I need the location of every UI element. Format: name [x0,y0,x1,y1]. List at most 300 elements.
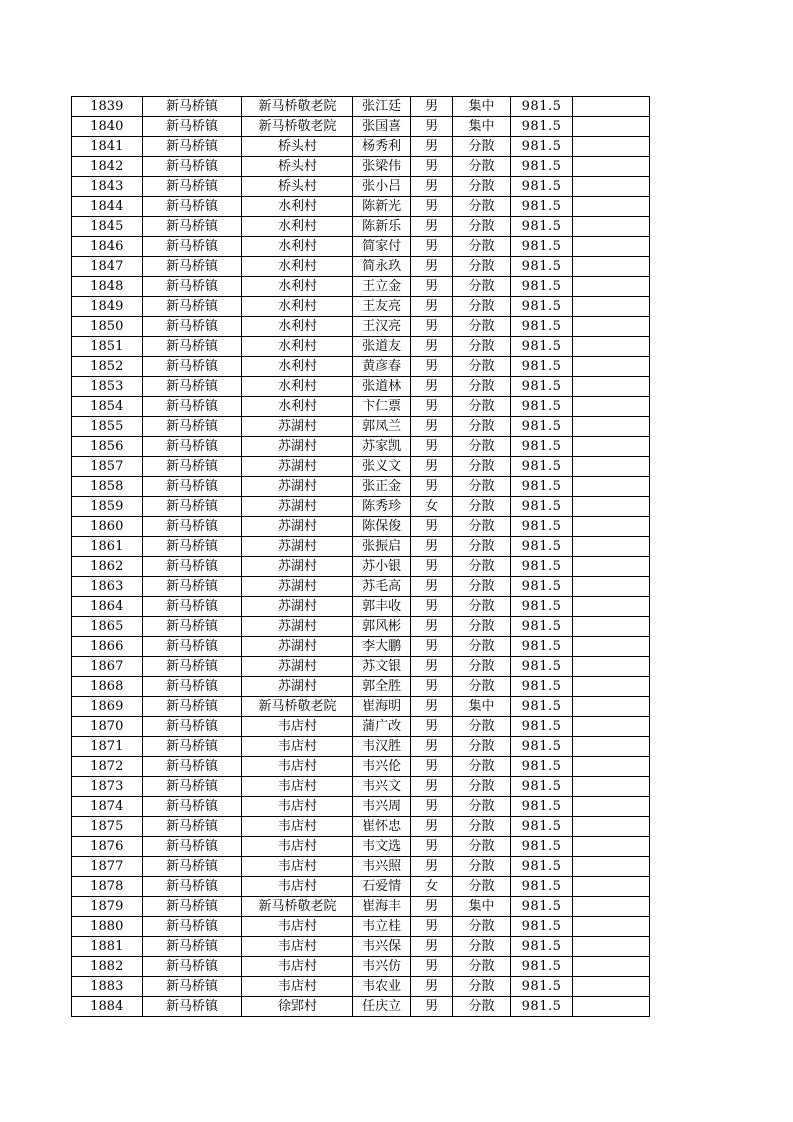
cell-amount: 981.5 [510,777,573,797]
cell-village: 苏湖村 [242,577,353,597]
cell-gender: 男 [410,817,452,837]
cell-id: 1851 [72,337,143,357]
cell-name: 王友亮 [353,297,410,317]
cell-village: 苏湖村 [242,517,353,537]
cell-amount: 981.5 [510,117,573,137]
cell-id: 1864 [72,597,143,617]
cell-note [573,757,650,777]
cell-amount: 981.5 [510,337,573,357]
cell-gender: 男 [410,517,452,537]
table-row [72,917,650,937]
cell-village: 韦店村 [242,817,353,837]
cell-amount: 981.5 [510,957,573,977]
cell-village: 韦店村 [242,917,353,937]
cell-note [573,177,650,197]
cell-amount: 981.5 [510,657,573,677]
cell-name: 张江廷 [353,97,410,117]
cell-gender: 男 [410,577,452,597]
cell-support-type: 分散 [453,237,510,257]
cell-note [573,297,650,317]
cell-support-type: 集中 [453,117,510,137]
cell-support-type: 分散 [453,137,510,157]
cell-note [573,137,650,157]
table-row [72,857,650,877]
cell-gender: 男 [410,757,452,777]
cell-gender: 男 [410,697,452,717]
cell-gender: 男 [410,97,452,117]
cell-gender: 男 [410,977,452,997]
cell-id: 1865 [72,617,143,637]
cell-id: 1852 [72,357,143,377]
cell-village: 新马桥敬老院 [242,897,353,917]
cell-name: 韦兴保 [353,937,410,957]
cell-id: 1846 [72,237,143,257]
cell-amount: 981.5 [510,637,573,657]
table-row [72,117,650,137]
cell-support-type: 分散 [453,517,510,537]
cell-amount: 981.5 [510,197,573,217]
cell-support-type: 分散 [453,577,510,597]
cell-town: 新马桥镇 [142,917,242,937]
cell-id: 1855 [72,417,143,437]
table-row [72,897,650,917]
cell-town: 新马桥镇 [142,297,242,317]
cell-name: 简家付 [353,237,410,257]
cell-note [573,337,650,357]
cell-gender: 男 [410,457,452,477]
cell-amount: 981.5 [510,617,573,637]
cell-note [573,817,650,837]
cell-support-type: 分散 [453,217,510,237]
cell-support-type: 分散 [453,977,510,997]
cell-amount: 981.5 [510,857,573,877]
cell-support-type: 分散 [453,737,510,757]
table-row [72,657,650,677]
cell-support-type: 分散 [453,497,510,517]
cell-name: 张梁伟 [353,157,410,177]
cell-village: 韦店村 [242,837,353,857]
cell-village: 苏湖村 [242,677,353,697]
table-row [72,977,650,997]
cell-town: 新马桥镇 [142,157,242,177]
cell-note [573,877,650,897]
cell-name: 张道林 [353,377,410,397]
cell-name: 韦文选 [353,837,410,857]
cell-note [573,597,650,617]
cell-village: 韦店村 [242,957,353,977]
cell-town: 新马桥镇 [142,677,242,697]
cell-note [573,317,650,337]
table-row [72,317,650,337]
table-row [72,877,650,897]
cell-amount: 981.5 [510,737,573,757]
cell-gender: 男 [410,197,452,217]
cell-name: 简永玖 [353,257,410,277]
table-row [72,257,650,277]
cell-town: 新马桥镇 [142,577,242,597]
cell-note [573,997,650,1017]
cell-note [573,677,650,697]
cell-amount: 981.5 [510,497,573,517]
cell-amount: 981.5 [510,517,573,537]
cell-village: 苏湖村 [242,537,353,557]
cell-id: 1859 [72,497,143,517]
table-row [72,777,650,797]
cell-town: 新马桥镇 [142,417,242,437]
cell-amount: 981.5 [510,217,573,237]
cell-note [573,277,650,297]
cell-gender: 男 [410,477,452,497]
cell-amount: 981.5 [510,397,573,417]
cell-village: 韦店村 [242,717,353,737]
cell-village: 韦店村 [242,797,353,817]
cell-town: 新马桥镇 [142,497,242,517]
table-row [72,637,650,657]
cell-town: 新马桥镇 [142,537,242,557]
cell-support-type: 分散 [453,677,510,697]
cell-gender: 男 [410,317,452,337]
table-row [72,157,650,177]
cell-gender: 男 [410,297,452,317]
cell-village: 桥头村 [242,157,353,177]
cell-name: 陈保俊 [353,517,410,537]
cell-village: 韦店村 [242,857,353,877]
cell-id: 1870 [72,717,143,737]
cell-town: 新马桥镇 [142,137,242,157]
cell-note [573,617,650,637]
cell-id: 1872 [72,757,143,777]
cell-amount: 981.5 [510,537,573,557]
cell-amount: 981.5 [510,237,573,257]
cell-id: 1873 [72,777,143,797]
cell-name: 张正金 [353,477,410,497]
table-row [72,137,650,157]
cell-village: 水利村 [242,197,353,217]
cell-support-type: 分散 [453,557,510,577]
cell-village: 韦店村 [242,977,353,997]
cell-town: 新马桥镇 [142,937,242,957]
cell-id: 1868 [72,677,143,697]
cell-amount: 981.5 [510,157,573,177]
cell-amount: 981.5 [510,317,573,337]
cell-id: 1876 [72,837,143,857]
cell-support-type: 分散 [453,597,510,617]
table-row [72,217,650,237]
cell-town: 新马桥镇 [142,357,242,377]
cell-name: 郭丰收 [353,597,410,617]
cell-amount: 981.5 [510,817,573,837]
cell-name: 韦兴周 [353,797,410,817]
cell-id: 1842 [72,157,143,177]
cell-gender: 男 [410,917,452,937]
cell-amount: 981.5 [510,457,573,477]
cell-amount: 981.5 [510,877,573,897]
cell-gender: 男 [410,237,452,257]
cell-name: 卞仁票 [353,397,410,417]
cell-town: 新马桥镇 [142,517,242,537]
cell-name: 石爱情 [353,877,410,897]
cell-gender: 男 [410,417,452,437]
cell-gender: 男 [410,837,452,857]
cell-amount: 981.5 [510,437,573,457]
cell-gender: 男 [410,177,452,197]
cell-town: 新马桥镇 [142,337,242,357]
table-row [72,797,650,817]
cell-name: 韦兴仿 [353,957,410,977]
cell-note [573,517,650,537]
cell-town: 新马桥镇 [142,237,242,257]
cell-town: 新马桥镇 [142,717,242,737]
cell-village: 苏湖村 [242,657,353,677]
cell-id: 1875 [72,817,143,837]
cell-support-type: 分散 [453,957,510,977]
cell-id: 1856 [72,437,143,457]
cell-id: 1849 [72,297,143,317]
cell-id: 1848 [72,277,143,297]
cell-name: 崔怀忠 [353,817,410,837]
cell-name: 张义文 [353,457,410,477]
cell-town: 新马桥镇 [142,197,242,217]
cell-support-type: 分散 [453,877,510,897]
cell-gender: 男 [410,897,452,917]
table-row [72,597,650,617]
cell-name: 李大鹏 [353,637,410,657]
cell-id: 1869 [72,697,143,717]
cell-name: 黄彦春 [353,357,410,377]
cell-village: 苏湖村 [242,637,353,657]
cell-support-type: 分散 [453,177,510,197]
cell-support-type: 分散 [453,277,510,297]
cell-support-type: 集中 [453,897,510,917]
cell-id: 1862 [72,557,143,577]
cell-town: 新马桥镇 [142,597,242,617]
cell-note [573,977,650,997]
cell-amount: 981.5 [510,97,573,117]
cell-note [573,417,650,437]
table-row [72,557,650,577]
cell-town: 新马桥镇 [142,797,242,817]
cell-town: 新马桥镇 [142,737,242,757]
cell-note [573,157,650,177]
cell-town: 新马桥镇 [142,437,242,457]
cell-town: 新马桥镇 [142,277,242,297]
cell-support-type: 分散 [453,157,510,177]
cell-amount: 981.5 [510,977,573,997]
cell-name: 苏家凯 [353,437,410,457]
cell-name: 陈新光 [353,197,410,217]
cell-name: 杨秀利 [353,137,410,157]
table-row [72,197,650,217]
table-row [72,737,650,757]
cell-name: 韦兴伦 [353,757,410,777]
cell-support-type: 分散 [453,197,510,217]
table-row [72,937,650,957]
cell-support-type: 分散 [453,757,510,777]
cell-id: 1880 [72,917,143,937]
cell-name: 崔海明 [353,697,410,717]
cell-note [573,637,650,657]
cell-gender: 男 [410,257,452,277]
table-row [72,717,650,737]
cell-note [573,117,650,137]
cell-amount: 981.5 [510,477,573,497]
cell-note [573,217,650,237]
cell-id: 1881 [72,937,143,957]
table-row [72,677,650,697]
table-row [72,817,650,837]
cell-support-type: 分散 [453,537,510,557]
cell-name: 郭凤兰 [353,417,410,437]
cell-name: 韦兴文 [353,777,410,797]
cell-note [573,797,650,817]
cell-town: 新马桥镇 [142,837,242,857]
cell-note [573,257,650,277]
table-row [72,477,650,497]
cell-village: 水利村 [242,217,353,237]
cell-gender: 男 [410,677,452,697]
cell-id: 1863 [72,577,143,597]
cell-note [573,97,650,117]
cell-name: 韦农业 [353,977,410,997]
cell-village: 苏湖村 [242,457,353,477]
cell-village: 徐郢村 [242,997,353,1017]
cell-support-type: 集中 [453,697,510,717]
cell-village: 韦店村 [242,737,353,757]
cell-name: 陈秀珍 [353,497,410,517]
cell-note [573,197,650,217]
cell-id: 1871 [72,737,143,757]
cell-town: 新马桥镇 [142,777,242,797]
table-row [72,397,650,417]
cell-town: 新马桥镇 [142,97,242,117]
cell-name: 张小吕 [353,177,410,197]
table-row [72,617,650,637]
cell-name: 陈新乐 [353,217,410,237]
cell-name: 蒲广改 [353,717,410,737]
cell-gender: 男 [410,377,452,397]
cell-town: 新马桥镇 [142,817,242,837]
roster-body [72,97,650,1017]
cell-amount: 981.5 [510,717,573,737]
cell-note [573,917,650,937]
cell-id: 1847 [72,257,143,277]
roster-table [71,96,650,1017]
table-row [72,757,650,777]
cell-name: 张振启 [353,537,410,557]
cell-name: 苏小银 [353,557,410,577]
cell-note [573,777,650,797]
cell-village: 桥头村 [242,137,353,157]
cell-town: 新马桥镇 [142,957,242,977]
cell-note [573,697,650,717]
cell-id: 1878 [72,877,143,897]
cell-support-type: 分散 [453,817,510,837]
cell-name: 苏毛高 [353,577,410,597]
cell-id: 1853 [72,377,143,397]
cell-support-type: 分散 [453,857,510,877]
cell-gender: 男 [410,937,452,957]
cell-village: 桥头村 [242,177,353,197]
cell-village: 韦店村 [242,877,353,897]
cell-town: 新马桥镇 [142,857,242,877]
cell-village: 水利村 [242,277,353,297]
cell-amount: 981.5 [510,557,573,577]
table-row [72,577,650,597]
cell-town: 新马桥镇 [142,557,242,577]
cell-village: 苏湖村 [242,617,353,637]
cell-amount: 981.5 [510,837,573,857]
cell-id: 1843 [72,177,143,197]
cell-amount: 981.5 [510,897,573,917]
cell-name: 任庆立 [353,997,410,1017]
cell-village: 水利村 [242,397,353,417]
cell-note [573,377,650,397]
cell-support-type: 分散 [453,357,510,377]
cell-town: 新马桥镇 [142,217,242,237]
table-row [72,97,650,117]
table-row [72,377,650,397]
cell-gender: 女 [410,877,452,897]
table-row [72,297,650,317]
cell-note [573,497,650,517]
cell-id: 1840 [72,117,143,137]
cell-amount: 981.5 [510,177,573,197]
cell-id: 1883 [72,977,143,997]
cell-id: 1861 [72,537,143,557]
cell-village: 水利村 [242,357,353,377]
table-row [72,437,650,457]
cell-amount: 981.5 [510,997,573,1017]
cell-amount: 981.5 [510,797,573,817]
cell-support-type: 分散 [453,837,510,857]
cell-id: 1844 [72,197,143,217]
table-row [72,177,650,197]
cell-note [573,457,650,477]
cell-amount: 981.5 [510,697,573,717]
cell-name: 韦立桂 [353,917,410,937]
table-row [72,837,650,857]
cell-note [573,717,650,737]
cell-id: 1860 [72,517,143,537]
cell-village: 苏湖村 [242,417,353,437]
cell-amount: 981.5 [510,277,573,297]
cell-town: 新马桥镇 [142,257,242,277]
cell-support-type: 分散 [453,917,510,937]
cell-id: 1857 [72,457,143,477]
cell-support-type: 分散 [453,777,510,797]
cell-town: 新马桥镇 [142,317,242,337]
cell-town: 新马桥镇 [142,637,242,657]
cell-town: 新马桥镇 [142,457,242,477]
cell-name: 王汉亮 [353,317,410,337]
cell-gender: 男 [410,277,452,297]
cell-village: 苏湖村 [242,497,353,517]
cell-town: 新马桥镇 [142,697,242,717]
cell-name: 韦汉胜 [353,737,410,757]
cell-village: 水利村 [242,297,353,317]
cell-gender: 男 [410,537,452,557]
cell-id: 1874 [72,797,143,817]
cell-town: 新马桥镇 [142,117,242,137]
cell-name: 张国喜 [353,117,410,137]
cell-gender: 男 [410,557,452,577]
cell-name: 张道友 [353,337,410,357]
cell-village: 水利村 [242,257,353,277]
cell-note [573,837,650,857]
cell-id: 1884 [72,997,143,1017]
cell-amount: 981.5 [510,677,573,697]
cell-support-type: 分散 [453,997,510,1017]
